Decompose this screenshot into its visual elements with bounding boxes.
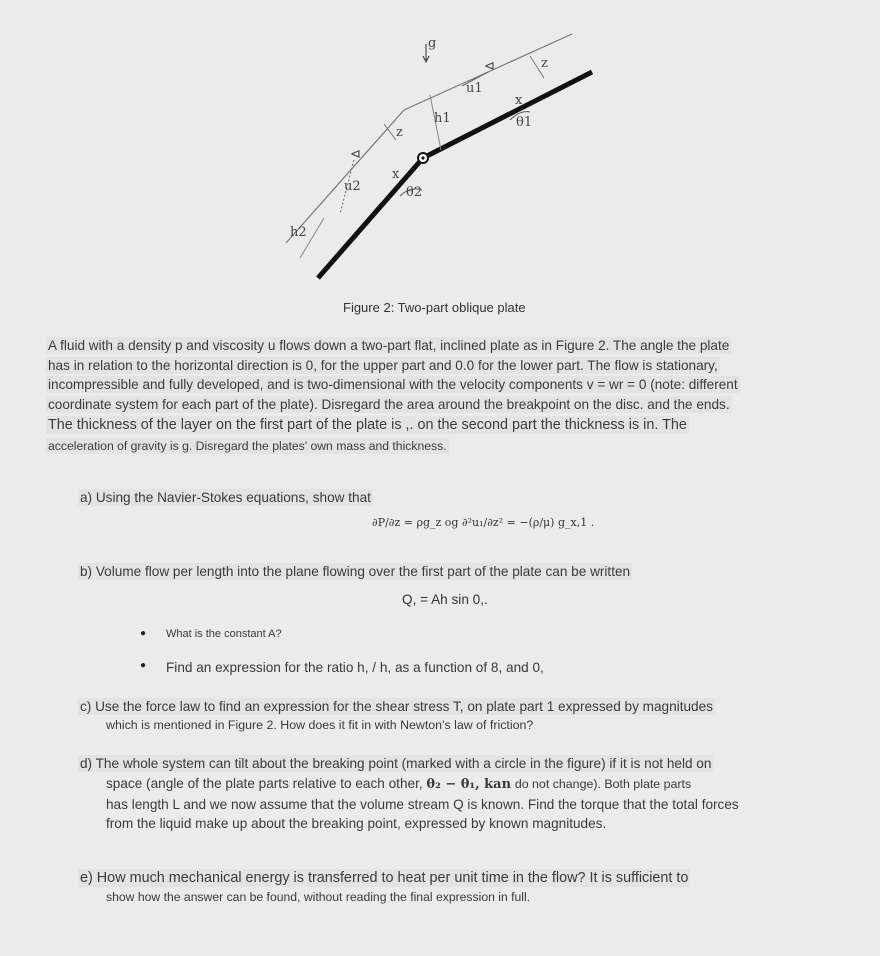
intro-line-1: A fluid with a density p and viscosity u flows down a two-part flat, inclined plate as in Figure 2. The angle the plate (48, 338, 730, 353)
question-a (78, 488, 373, 508)
question-b-equation: Q, = Ah sin 0,. (402, 592, 488, 607)
question-d-line-3: has length L and we now assume that the volume stream Q is known. Find the torque that the total forces (106, 796, 739, 812)
intro-line-4: coordinate system for each part of the plate). Disregard the area around the breakpoint on the disc. and the ends. (48, 397, 730, 413)
question-e-line-2: show how the answer can be found, without reading the final expression in full. (106, 889, 531, 904)
question-b (78, 562, 632, 582)
z-upper-label: z (541, 56, 548, 71)
question-d-line-2: space (angle of the plate parts relative to each other, θ₂ − θ₁, kan do not change). Both plate parts (106, 775, 692, 792)
question-b-text: b) Volume flow per length into the plane flowing over the first part of the plate can be written (80, 564, 631, 579)
u2-label: u2 (344, 179, 361, 194)
h1-label: h1 (434, 111, 451, 126)
x-upper-label: x (515, 93, 523, 108)
question-a-equation: ∂P/∂z = ρg_z og ∂²u₁/∂z² = −(ρ/μ) g_x,1 . (372, 516, 595, 529)
lower-surface-marker: ⊲ (350, 147, 361, 162)
two-part-plate-figure (270, 20, 610, 290)
theta1-label: θ1 (516, 115, 533, 130)
question-c (78, 697, 798, 735)
intro-line-3: incompressible and fully developed, and is two-dimensional with the velocity components v = wr = 0 (note: different (48, 377, 738, 393)
question-c-line-1: c) Use the force law to find an expression for the shear stress T, on plate part 1 expressed by magnitudes (80, 699, 713, 714)
question-e (78, 868, 838, 907)
z-lower-label: z (396, 125, 403, 140)
question-d-line-4: from the liquid make up about the breaking point, expressed by known magnitudes. (106, 816, 607, 832)
lower-plate (318, 158, 423, 278)
x-lower-label: x (392, 167, 400, 182)
intro-paragraph (46, 336, 826, 455)
intro-line-2: has in relation to the horizontal direction is 0, for the upper part and 0.0 for the lower part. The flow is stationary, (48, 357, 718, 373)
intro-line-5: The thickness of the layer on the first part of the plate is ,. on the second part the thickness is in. The (48, 416, 687, 433)
figure-caption: Figure 2: Two-part oblique plate (343, 300, 526, 315)
question-a-text: a) Using the Navier-Stokes equations, show that (80, 490, 371, 505)
bullet-item-1: ● What is the constant A? (140, 628, 282, 640)
intro-line-6: acceleration of gravity is g. Disregard the plates' own mass and thickness. (48, 438, 447, 453)
question-c-line-2: which is mentioned in Figure 2. How does it fit in with Newton's law of friction? (106, 717, 534, 732)
question-d (78, 754, 838, 834)
question-e-line-1: e) How much mechanical energy is transferred to heat per unit time in the flow? It is sufficient to (80, 870, 689, 886)
u1-label: u1 (466, 81, 483, 96)
bullet-item-2: ● Find an expression for the ratio h, / h, as a function of 8, and 0, (140, 660, 544, 675)
lower-fluid-surface (286, 110, 404, 243)
theta2-label: θ2 (406, 185, 423, 200)
question-d-line-1: d) The whole system can tilt about the breaking point (marked with a circle in the figure) if it is not held on (80, 756, 712, 771)
upper-surface-marker: ⊲ (484, 59, 495, 74)
h2-label: h2 (290, 225, 307, 240)
gravity-label: g (428, 36, 437, 51)
break-point-dot (421, 156, 424, 159)
